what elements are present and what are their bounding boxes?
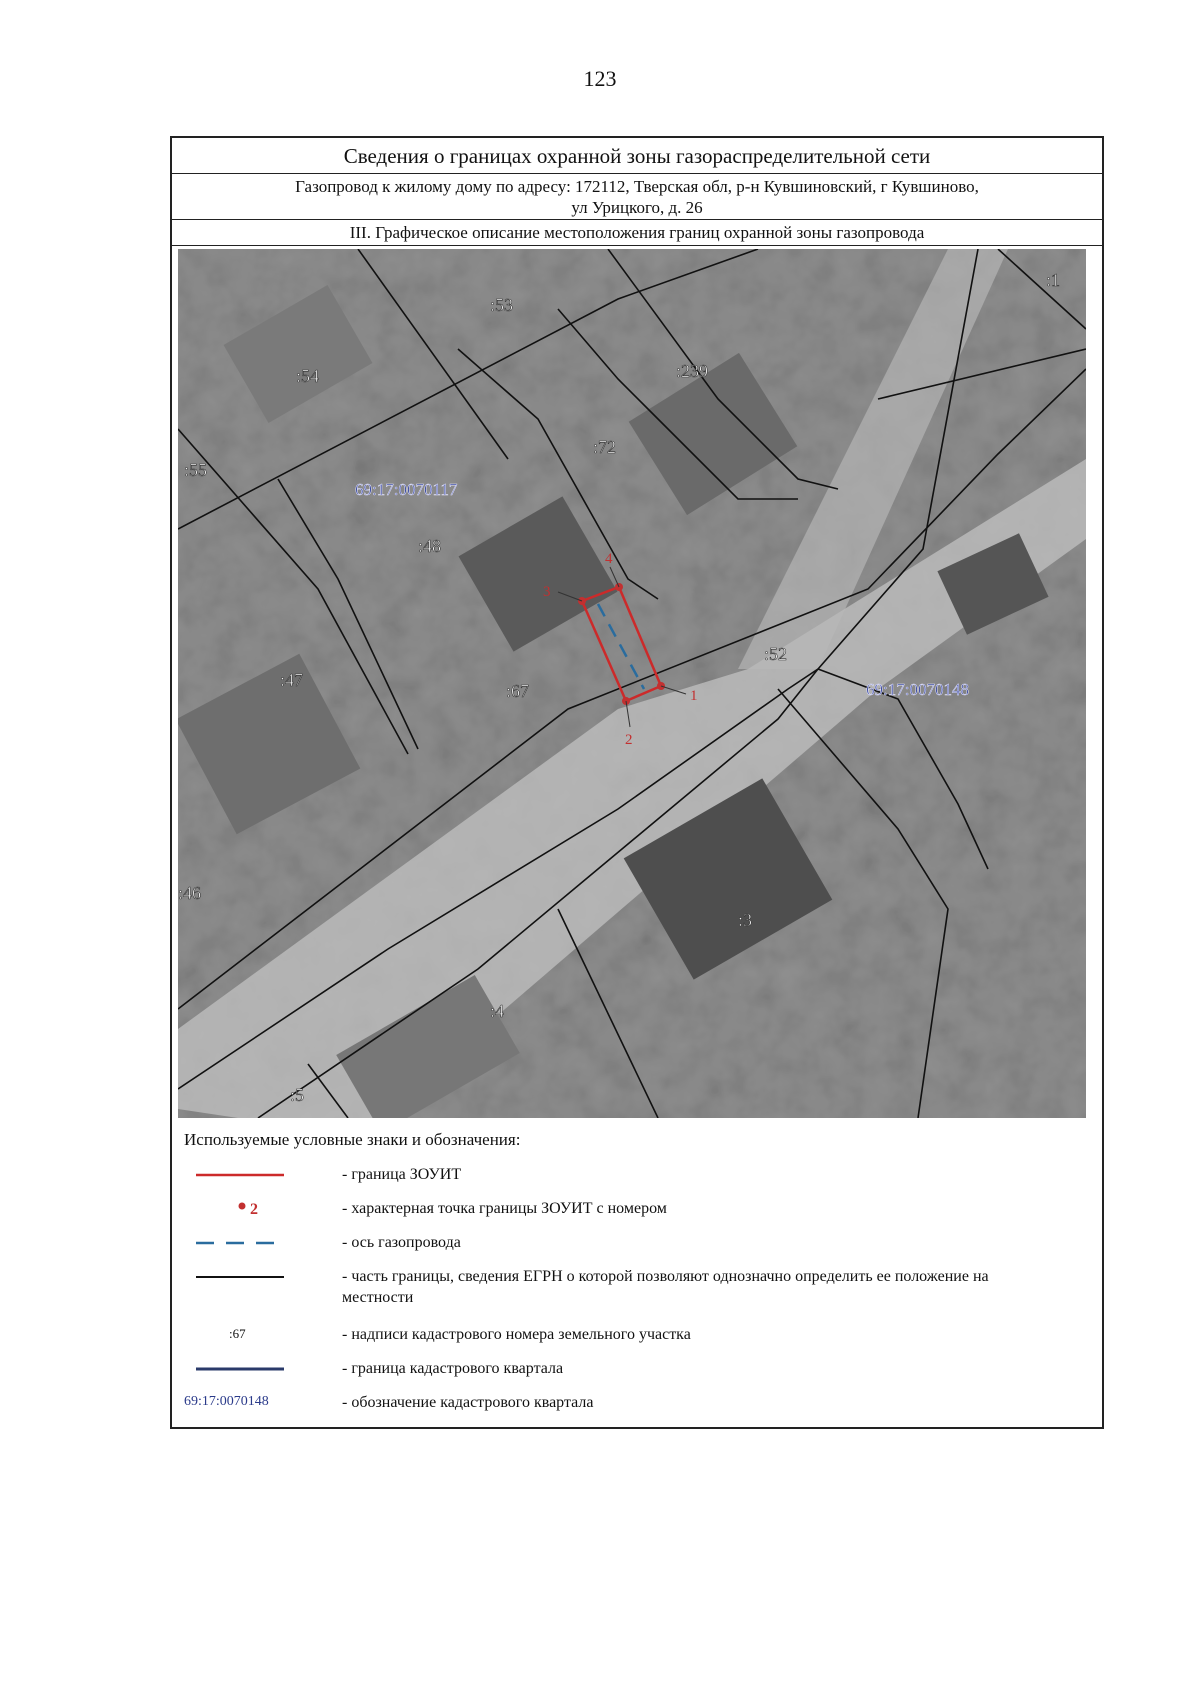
legend-desc: - граница кадастрового квартала xyxy=(342,1360,564,1377)
parcel-label: :54 xyxy=(296,366,320,386)
boundary-point-symbol-number: 2 xyxy=(250,1201,258,1218)
parcel-label-sample: :67 xyxy=(229,1326,246,1341)
kvartal-boundary-symbol xyxy=(184,1354,334,1384)
sheet-title: Сведения о границах охранной зоны газораспределительной сети xyxy=(172,138,1102,174)
zouit-boundary-symbol xyxy=(184,1160,334,1190)
legend-item-boundary-point xyxy=(184,1194,1084,1228)
legend-item-zouit-boundary xyxy=(184,1160,1084,1194)
map-canvas xyxy=(178,249,1086,1118)
parcel-label: :47 xyxy=(280,670,304,690)
kvartal-label-symbol xyxy=(184,1388,334,1418)
legend-item-gas-axis xyxy=(184,1228,1084,1262)
parcel-label: :239 xyxy=(676,361,709,381)
legend-item-kvartal-label xyxy=(184,1388,1084,1422)
page-number: 123 xyxy=(583,66,617,91)
legend-desc: - обозначение кадастрового квартала xyxy=(342,1394,594,1411)
point-label: 1 xyxy=(690,688,698,704)
legend-desc: - характерная точка границы ЗОУИТ с номером xyxy=(342,1200,667,1217)
legend-desc: - ось газопровода xyxy=(342,1234,461,1251)
gas-axis-symbol xyxy=(184,1228,334,1258)
kvartal-label-sample: 69:17:0070148 xyxy=(184,1394,269,1409)
legend-desc: - граница ЗОУИТ xyxy=(342,1166,462,1183)
parcel-label: :53 xyxy=(490,295,514,315)
legend-desc: - часть границы, сведения ЕГРН о которой позволяют однозначно определить ее положение на местности xyxy=(342,1268,989,1306)
kvartal-label: 69:17:0070117 xyxy=(355,480,458,499)
parcel-label: :3 xyxy=(738,910,753,930)
parcel-label: :72 xyxy=(593,437,617,457)
parcel-label: :55 xyxy=(184,460,208,480)
legend-item-parcel-label xyxy=(184,1320,1084,1354)
parcel-label: :1 xyxy=(1046,270,1061,290)
legend-desc: - надписи кадастрового номера земельного участка xyxy=(342,1326,691,1343)
parcel-label: :67 xyxy=(506,681,530,701)
kvartal-label: 69:17:0070148 xyxy=(866,680,969,699)
point-label: 3 xyxy=(543,584,551,600)
object-address-line2: ул Урицкого, д. 26 xyxy=(571,198,703,217)
object-description xyxy=(172,174,1102,220)
point-label: 2 xyxy=(625,732,633,748)
legend-item-egrn-boundary xyxy=(184,1262,1084,1320)
zone-boundary-sheet xyxy=(170,136,1104,1429)
section-title: III. Графическое описание местоположения границ охранной зоны газопровода xyxy=(172,220,1102,246)
legend-item-kvartal-boundary xyxy=(184,1354,1084,1388)
parcel-label: :52 xyxy=(764,644,788,664)
parcel-label: :48 xyxy=(418,536,442,556)
parcel-label-symbol xyxy=(184,1320,334,1350)
legend-title: Используемые условные знаки и обозначения: xyxy=(184,1130,521,1149)
map-legend xyxy=(184,1130,1084,1422)
boundary-point-symbol xyxy=(184,1194,334,1224)
object-address-line1: Газопровод к жилому дому по адресу: 172112, Тверская обл, р-н Кувшиновский, г Кувшиново, xyxy=(295,177,979,196)
parcel-label: :5 xyxy=(290,1085,305,1105)
parcel-label: :4 xyxy=(490,1001,505,1021)
egrn-boundary-symbol xyxy=(184,1262,334,1292)
aerial-map[interactable] xyxy=(178,249,1086,1118)
point-label: 4 xyxy=(605,551,613,567)
parcel-label: :46 xyxy=(178,883,202,903)
